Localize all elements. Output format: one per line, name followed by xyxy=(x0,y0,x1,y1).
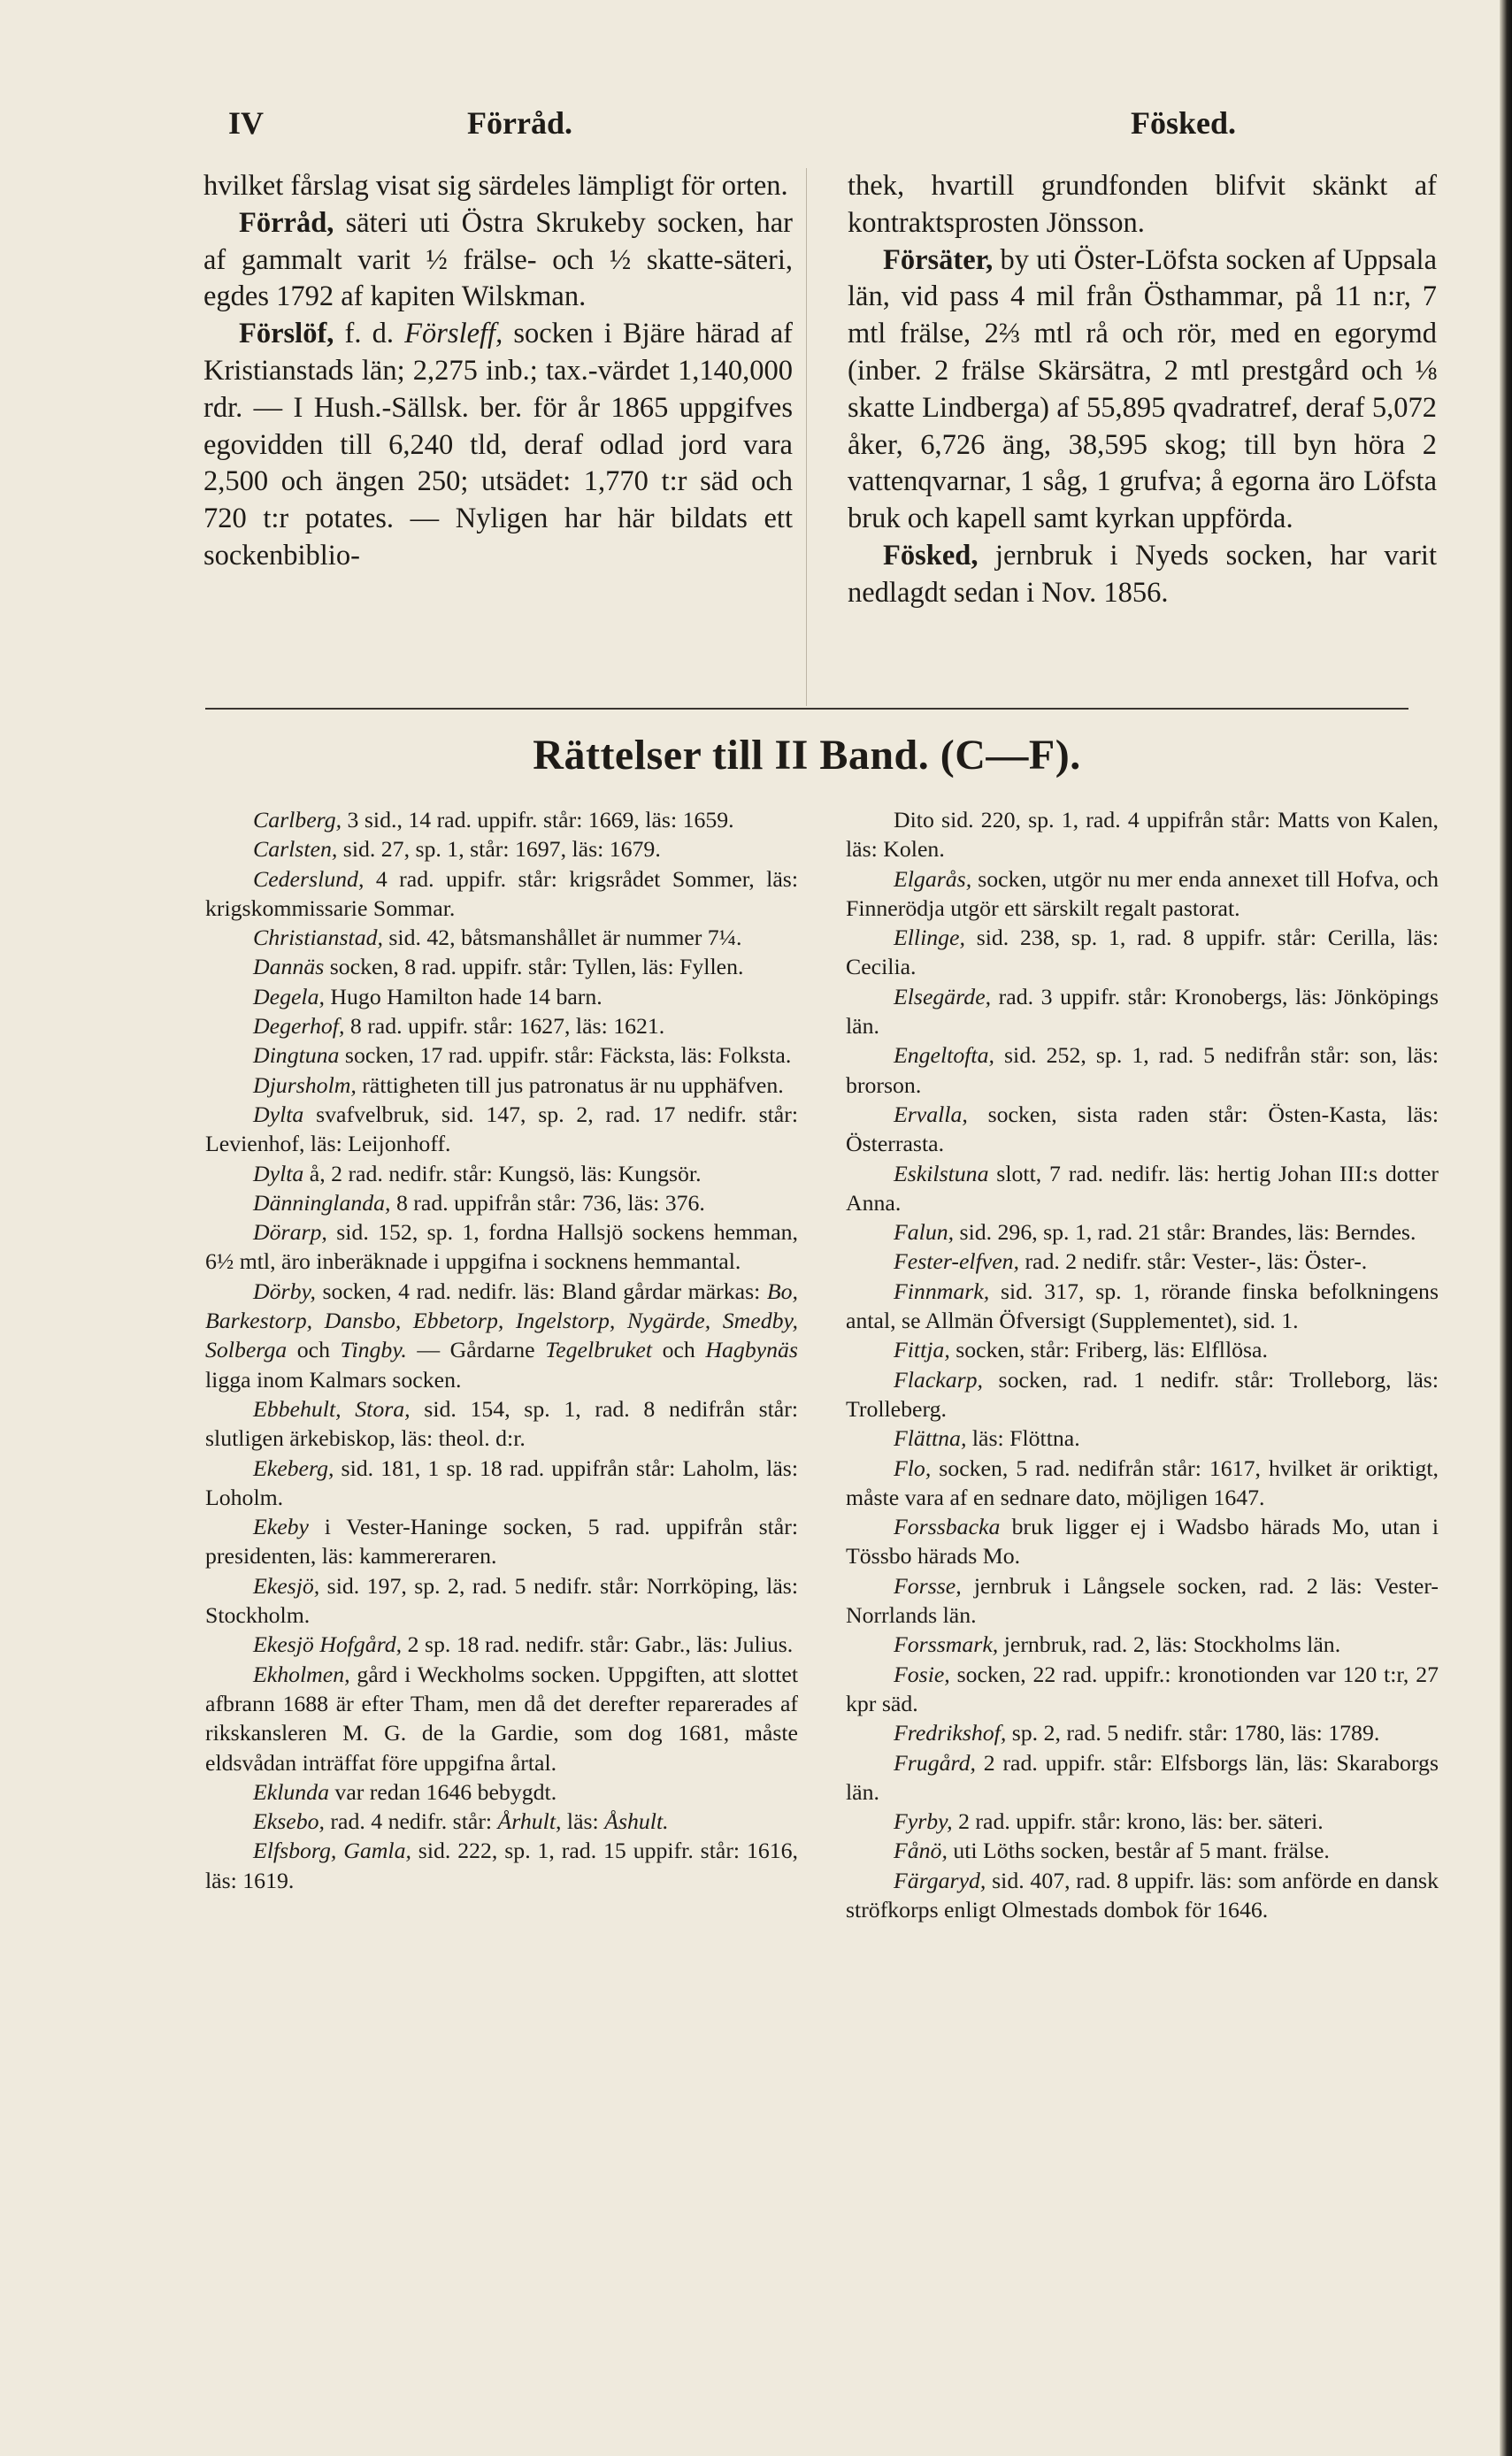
errata-place-name: Ekesjö, xyxy=(253,1572,320,1599)
paragraph xyxy=(203,168,793,205)
errata-entry xyxy=(205,1454,798,1513)
errata-text: 2 rad. uppifr. står: krono, läs: ber. säteri. xyxy=(952,1808,1324,1835)
errata-entry xyxy=(205,864,798,924)
errata-entry xyxy=(205,952,798,981)
errata-place-name: Degela, xyxy=(253,983,325,1009)
errata-place-name: Fittja, xyxy=(894,1337,950,1363)
errata-text: socken, 4 rad. nedifr. läs: Bland gårdar märkas: xyxy=(315,1278,767,1304)
errata-entry xyxy=(205,1630,798,1659)
errata-place-name: Forsse, xyxy=(894,1572,962,1599)
paragraph-text: f. d. xyxy=(334,318,405,350)
paragraph xyxy=(848,168,1437,242)
errata-entry xyxy=(846,1512,1439,1571)
errata-place-name: Fester-elfven, xyxy=(894,1248,1020,1275)
errata-entry xyxy=(205,805,798,834)
errata-text: — Gårdarne xyxy=(406,1337,546,1363)
errata-text: socken, står: Friberg, läs: Elfllösa. xyxy=(949,1337,1268,1363)
errata-entry xyxy=(846,1866,1439,1925)
errata-text: jernbruk i Långsele socken, rad. 2 läs: Vester-Norrlands län. xyxy=(846,1572,1439,1629)
errata-entry xyxy=(846,1335,1439,1364)
errata-entry xyxy=(205,1836,798,1895)
column-rule xyxy=(806,168,807,706)
errata-text: sid. 42, båtsmanshållet är nummer 7¼. xyxy=(382,925,742,951)
errata-place-name: Falun, xyxy=(894,1219,955,1246)
errata-text: socken, sista raden står: Östen-Kasta, läs: Österrasta. xyxy=(846,1101,1439,1157)
errata-text: rättigheten till jus patronatus är nu upphäfven. xyxy=(356,1071,784,1098)
errata-text: svafvelbruk, sid. 147, sp. 2, rad. 17 nedifr. står: Levienhof, läs: Leijonhoff. xyxy=(205,1101,798,1157)
errata-entry xyxy=(846,1660,1439,1719)
errata-text: å, 2 rad. nedifr. står: Kungsö, läs: Kungsör. xyxy=(303,1160,702,1186)
entry-headword: Förråd, xyxy=(239,206,334,239)
header-right-word: Fösked. xyxy=(1131,105,1237,141)
errata-place-name: Eskilstuna xyxy=(894,1160,989,1186)
errata-place-name: Carlberg, xyxy=(253,807,342,833)
paragraph-text: jernbruk i Nyeds socken, har varit nedlagdt sedan i Nov. 1856. xyxy=(848,539,1437,609)
errata-text: rad. 2 nedifr. står: Vester-, läs: Öster-. xyxy=(1019,1248,1368,1275)
errata-text: 2 sp. 18 rad. nedifr. står: Gabr., läs: Julius. xyxy=(402,1631,794,1658)
errata-text: sid. 181, 1 sp. 18 rad. uppifrån står: Laholm, läs: Loholm. xyxy=(205,1454,798,1510)
entry-headword: Förslöf, xyxy=(239,318,334,350)
errata-entry xyxy=(846,923,1439,982)
errata-right-column xyxy=(846,805,1439,1924)
page-header xyxy=(228,104,1414,157)
errata-entry xyxy=(205,1512,798,1571)
errata-text: i Vester-Haninge socken, 5 rad. uppifrån står: presidenten, läs: kammereraren. xyxy=(205,1514,798,1570)
errata-place-name: Ervalla, xyxy=(894,1101,968,1127)
errata-place-name: Åshult. xyxy=(604,1808,669,1835)
errata-text: socken, 5 rad. nedifrån står: 1617, hvilket är oriktigt, måste vara af en sednare dato, möjligen 1647. xyxy=(846,1454,1439,1510)
errata-entry xyxy=(205,1807,798,1836)
errata-entry xyxy=(205,1660,798,1777)
errata-place-name: Fånö, xyxy=(894,1838,948,1864)
errata-text: sid. 252, sp. 1, rad. 5 nedifrån står: son, läs: brorson. xyxy=(846,1042,1439,1098)
errata-entry xyxy=(846,864,1439,924)
errata-title: Rättelser till II Band. (C—F). xyxy=(533,732,1081,779)
page-number: IV xyxy=(228,105,265,141)
errata-place-name: Ekesjö Hofgård, xyxy=(253,1631,403,1658)
errata-entry xyxy=(846,1100,1439,1159)
errata-place-name: Fosie, xyxy=(894,1661,950,1687)
errata-text: och xyxy=(652,1337,706,1363)
errata-entry xyxy=(205,1277,798,1394)
errata-entry xyxy=(846,1277,1439,1336)
errata-text: 2 rad. uppifr. står: Elfsborgs län, läs: Skaraborgs län. xyxy=(846,1749,1439,1805)
errata-text: gård i Weckholms socken. Uppgiften, att slottet afbrann 1688 är efter Tham, men då det derefter reparerades af rikskansleren M. G. de la Gardie, som dog 1681, måste eldsvådan inträffat före uppgifna årtal. xyxy=(205,1661,798,1776)
errata-entry xyxy=(205,1159,798,1188)
errata-place-name: Flo, xyxy=(894,1454,932,1481)
errata-text: 8 rad. uppifr. står: 1627, läs: 1621. xyxy=(344,1013,665,1040)
errata-place-name: Dylta xyxy=(253,1160,304,1186)
errata-entry xyxy=(846,982,1439,1041)
errata-entry xyxy=(846,1718,1439,1747)
errata-place-name: Hagbynäs xyxy=(705,1337,798,1363)
errata-place-name: Christianstad, xyxy=(253,925,383,951)
errata-text: socken, rad. 1 nedifr. står: Trolleborg, läs: Trolleberg. xyxy=(846,1366,1439,1422)
paragraph xyxy=(203,205,793,316)
errata-entry xyxy=(205,1188,798,1217)
errata-entry xyxy=(205,1394,798,1454)
errata-text: socken, utgör nu mer enda annexet till Hofva, och Finnerödja utgör ett särskilt regalt pastorat. xyxy=(846,865,1439,921)
paragraph-text: hvilket fårslag visat sig särdeles lämpligt för orten. xyxy=(203,170,788,202)
errata-place-name: Bo, Barkestorp, Dansbo, Ebbetorp, Ingelstorp, Nygärde, Smedby, Solberga xyxy=(205,1278,798,1363)
errata-text: sid. 154, sp. 1, rad. 8 nedifrån står: slutligen ärkebiskop, läs: theol. d:r. xyxy=(205,1395,799,1452)
errata-text: jernbruk, rad. 2, läs: Stockholms län. xyxy=(998,1631,1341,1658)
errata-entry xyxy=(846,1807,1439,1836)
errata-place-name: Ekholmen, xyxy=(253,1661,350,1687)
errata-text: rad. 4 nedifr. står: xyxy=(324,1808,498,1835)
errata-entry xyxy=(846,1247,1439,1276)
paragraph-text: by uti Öster-Löfsta socken af Uppsala län, vid pass 4 mil från Östhammar, på 11 n:r, 7 mtl frälse, 2⅔ mtl rå och rör, med en egorymd (inber. 2 frälse Skärsätra, 2 mtl prestgård och ⅛ skatte Lindberga) af 55,895 qvadratref, deraf 5,072 åker, 6,726 äng, 38,595 skog; till byn höra 2 vattenqvarnar, 1 såg, 1 grufva; å egorna äro Löfsta bruk och kapell samt kyrkan uppförda. xyxy=(848,243,1437,535)
section-divider xyxy=(205,708,1408,710)
errata-text: sid. 222, sp. 1, rad. 15 uppifr. står: 1616, läs: 1619. xyxy=(205,1838,799,1893)
errata-entry xyxy=(846,805,1439,864)
errata-left-column xyxy=(205,805,798,1895)
errata-place-name: Degerhof, xyxy=(253,1013,345,1040)
errata-entry xyxy=(846,1217,1439,1247)
errata-entry xyxy=(205,834,798,863)
errata-place-name: Carlsten, xyxy=(253,836,338,863)
errata-text: Hugo Hamilton hade 14 barn. xyxy=(324,983,602,1009)
page-edge-shadow xyxy=(1500,0,1512,2456)
errata-text: var redan 1646 bebygdt. xyxy=(328,1778,557,1805)
errata-place-name: Ellinge, xyxy=(894,925,965,951)
errata-text: läs: xyxy=(561,1808,605,1835)
errata-place-name: Ekeby xyxy=(253,1514,310,1540)
paragraph-text: thek, hvartill grundfonden blifvit skänkt af kontraktsprosten Jönsson. xyxy=(848,170,1437,239)
errata-text: 8 rad. uppifrån står: 736, läs: 376. xyxy=(390,1189,705,1216)
errata-entry xyxy=(205,1071,798,1100)
errata-text: rad. 3 uppifr. står: Kronobergs, läs: Jönköpings län. xyxy=(846,983,1439,1040)
errata-entry xyxy=(205,1571,798,1631)
entry-headword: Fösked, xyxy=(883,539,979,572)
errata-text: sp. 2, rad. 5 nedifr. står: 1780, läs: 1789. xyxy=(1006,1720,1380,1746)
errata-entry xyxy=(205,982,798,1011)
top-left-column xyxy=(203,168,793,575)
errata-text: Dito sid. 220, sp. 1, rad. 4 uppifrån står: Matts von Kalen, läs: Kolen. xyxy=(846,807,1439,863)
errata-text: socken, 17 rad. uppifr. står: Fäcksta, läs: Folksta. xyxy=(339,1042,792,1069)
entry-headword: Försäter, xyxy=(883,243,994,276)
errata-entry xyxy=(846,1040,1439,1100)
errata-place-name: Eksebo, xyxy=(253,1808,325,1835)
errata-entry xyxy=(846,1424,1439,1453)
errata-place-name: Flättna, xyxy=(894,1425,967,1452)
errata-text: sid. 317, sp. 1, rörande finska befolkningens antal, se Allmän Öfversigt (Supplementet), sid. 1. xyxy=(846,1278,1439,1334)
errata-text: uti Löths socken, består af 5 mant. frälse. xyxy=(947,1838,1330,1864)
paragraph-text: säteri uti Östra Skrukeby socken, har af gammalt varit ½ frälse- och ½ skatte-säteri, egdes 1792 af kapiten Wilskman. xyxy=(203,206,793,313)
paragraph xyxy=(848,538,1437,612)
errata-place-name: Århult, xyxy=(497,1808,562,1835)
errata-entry xyxy=(846,1571,1439,1631)
errata-entry xyxy=(846,1630,1439,1659)
errata-place-name: Forssmark, xyxy=(894,1631,999,1658)
paragraph xyxy=(203,316,793,575)
errata-text: socken, 8 rad. uppifr. står: Tyllen, läs: Fyllen. xyxy=(324,954,744,980)
errata-entry xyxy=(846,1748,1439,1807)
top-right-column xyxy=(848,168,1437,612)
errata-entry xyxy=(846,1836,1439,1865)
paragraph-text: socken i Bjäre härad af Kristianstads län; 2,275 inb.; tax.-värdet 1,140,000 rdr. — I Hush.-Sällsk. ber. för år 1865 uppgifves egovidden till 6,240 tld, deraf odlad jord vara 2,500 och ängen 250; utsädet: 1,770 t:r säd och 720 t:r potates. — Nyligen har här bildats ett sockenbiblio- xyxy=(203,318,794,572)
errata-text: sid. 238, sp. 1, rad. 8 uppifr. står: Cerilla, läs: Cecilia. xyxy=(846,925,1439,980)
errata-place-name: Ebbehult, Stora, xyxy=(253,1395,411,1422)
errata-place-name: Dylta xyxy=(253,1101,304,1127)
errata-text: sid. 197, sp. 2, rad. 5 nedifr. står: Norrköping, läs: Stockholm. xyxy=(205,1572,798,1629)
errata-text: socken, 22 rad. uppifr.: kronotionden var 120 t:r, 27 kpr säd. xyxy=(846,1661,1439,1716)
entry-alt-name: Försleff, xyxy=(404,318,503,350)
errata-entry xyxy=(205,1100,798,1159)
errata-text: sid. 407, rad. 8 uppifr. läs: som anförde en dansk ströfkorps enligt Olmestads dombok för 1646. xyxy=(846,1867,1439,1923)
errata-text: ligga inom Kalmars socken. xyxy=(205,1366,462,1393)
errata-entry xyxy=(205,1040,798,1070)
errata-place-name: Dörby, xyxy=(253,1278,316,1304)
errata-text: slott, 7 rad. nedifr. läs: hertig Johan III:s dotter Anna. xyxy=(846,1160,1439,1216)
errata-place-name: Elfsborg, Gamla, xyxy=(253,1838,411,1864)
errata-place-name: Dannäs xyxy=(253,954,325,980)
errata-entry xyxy=(846,1159,1439,1218)
errata-text: 3 sid., 14 rad. uppifr. står: 1669, läs: 1659. xyxy=(342,807,734,833)
errata-place-name: Flackarp, xyxy=(894,1366,984,1393)
errata-place-name: Cederslund, xyxy=(253,865,365,892)
errata-place-name: Elsegärde, xyxy=(894,983,992,1009)
errata-place-name: Fredrikshof, xyxy=(894,1720,1007,1746)
errata-place-name: Dingtuna xyxy=(253,1042,340,1069)
errata-text: sid. 152, sp. 1, fordna Hallsjö sockens hemman, 6½ mtl, äro inberäknade i uppgifna i socknens hemmantal. xyxy=(205,1219,798,1275)
errata-text: läs: Flöttna. xyxy=(966,1425,1080,1452)
errata-text: och xyxy=(287,1337,341,1363)
errata-place-name: Tingby. xyxy=(340,1337,407,1363)
errata-entry xyxy=(205,1217,798,1277)
errata-place-name: Elgarås, xyxy=(894,865,972,892)
paragraph xyxy=(848,242,1437,538)
errata-text: sid. 296, sp. 1, rad. 21 står: Brandes, läs: Berndes. xyxy=(954,1219,1416,1246)
errata-entry xyxy=(846,1454,1439,1513)
errata-place-name: Fyrby, xyxy=(894,1808,953,1835)
errata-place-name: Dörarp, xyxy=(253,1219,327,1246)
errata-text: 4 rad. uppifr. står: krigsrådet Sommer, läs: krigskommissarie Sommar. xyxy=(205,865,798,921)
errata-text: bruk ligger ej i Wadsbo härads Mo, utan i Tössbo härads Mo. xyxy=(846,1514,1439,1570)
errata-place-name: Ekeberg, xyxy=(253,1454,334,1481)
errata-entry xyxy=(205,923,798,952)
errata-place-name: Dänninglanda, xyxy=(253,1189,391,1216)
errata-place-name: Tegelbruket xyxy=(545,1337,653,1363)
errata-place-name: Frugård, xyxy=(894,1749,976,1776)
errata-entry xyxy=(205,1777,798,1807)
errata-place-name: Finnmark, xyxy=(894,1278,990,1304)
header-left-word: Förråd. xyxy=(467,105,572,141)
errata-place-name: Färgaryd, xyxy=(894,1867,986,1893)
errata-place-name: Eklunda xyxy=(253,1778,329,1805)
errata-text: sid. 27, sp. 1, står: 1697, läs: 1679. xyxy=(337,836,661,863)
errata-place-name: Forssbacka xyxy=(894,1514,1001,1540)
errata-place-name: Djursholm, xyxy=(253,1071,357,1098)
errata-entry xyxy=(846,1365,1439,1424)
errata-place-name: Engeltofta, xyxy=(894,1042,994,1069)
errata-entry xyxy=(205,1011,798,1040)
